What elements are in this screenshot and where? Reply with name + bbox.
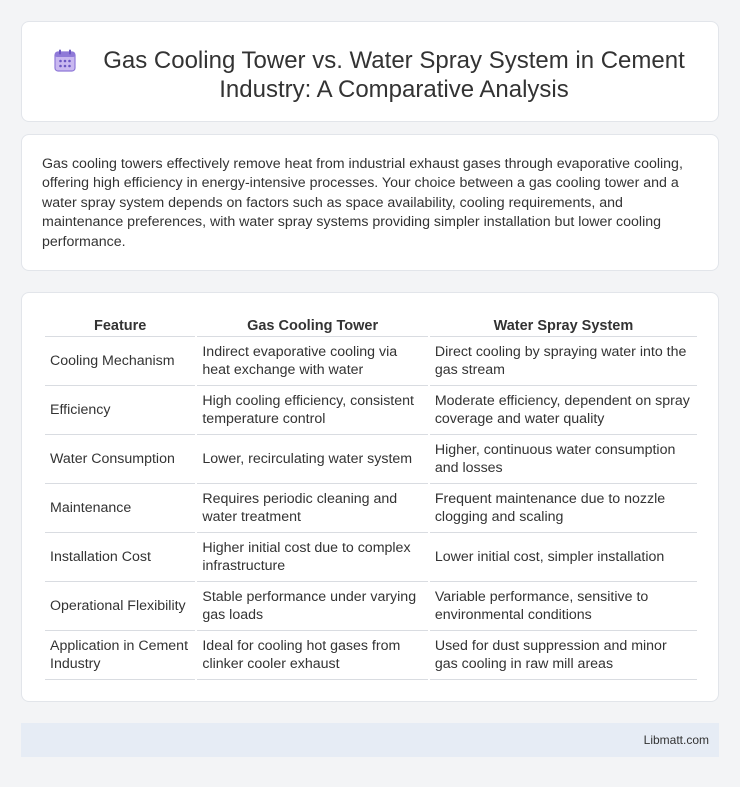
gas-cooling-tower-cell: Ideal for cooling hot gases from clinker cooler exhaust <box>197 631 427 680</box>
gas-cooling-tower-cell: Stable performance under varying gas loads <box>197 582 427 631</box>
table-row <box>45 337 697 386</box>
water-spray-system-cell: Direct cooling by spraying water into the gas stream <box>430 337 697 386</box>
title-card <box>21 21 719 122</box>
table-row <box>45 484 697 533</box>
table-row <box>45 631 697 680</box>
gas-cooling-tower-cell: Requires periodic cleaning and water treatment <box>197 484 427 533</box>
water-spray-system-cell: Used for dust suppression and minor gas cooling in raw mill areas <box>430 631 697 680</box>
feature-cell: Maintenance <box>45 484 195 533</box>
calendar-icon <box>52 48 78 74</box>
feature-cell: Installation Cost <box>45 533 195 582</box>
feature-cell: Water Consumption <box>45 435 195 484</box>
table-row <box>45 386 697 435</box>
feature-cell: Cooling Mechanism <box>45 337 195 386</box>
gas-cooling-tower-cell: Higher initial cost due to complex infrastructure <box>197 533 427 582</box>
header-feature: Feature <box>45 315 195 337</box>
gas-cooling-tower-cell: Lower, recirculating water system <box>197 435 427 484</box>
header-water-spray-system: Water Spray System <box>430 315 697 337</box>
table-row <box>45 435 697 484</box>
page-title: Gas Cooling Tower vs. Water Spray System in Cement Industry: A Comparative Analysis <box>103 47 685 103</box>
water-spray-system-cell: Frequent maintenance due to nozzle clogging and scaling <box>430 484 697 533</box>
intro-card <box>21 134 719 271</box>
water-spray-system-cell: Variable performance, sensitive to environmental conditions <box>430 582 697 631</box>
water-spray-system-cell: Lower initial cost, simpler installation <box>430 533 697 582</box>
title-wrap <box>22 22 718 104</box>
feature-cell: Application in Cement Industry <box>45 631 195 680</box>
footer <box>21 723 719 757</box>
table-card <box>21 292 719 702</box>
table-row <box>45 533 697 582</box>
water-spray-system-cell: Moderate efficiency, dependent on spray coverage and water quality <box>430 386 697 435</box>
comparison-table <box>43 315 699 680</box>
water-spray-system-cell: Higher, continuous water consumption and losses <box>430 435 697 484</box>
gas-cooling-tower-cell: High cooling efficiency, consistent temperature control <box>197 386 427 435</box>
gas-cooling-tower-cell: Indirect evaporative cooling via heat exchange with water <box>197 337 427 386</box>
table-header-row <box>45 315 697 337</box>
feature-cell: Operational Flexibility <box>45 582 195 631</box>
intro-paragraph: Gas cooling towers effectively remove heat from industrial exhaust gases through evaporative cooling, offering high efficiency in energy-intensive processes. Your choice between a gas cooling tower and a water spray system depends on factors such as space availability, cooling requirements, and maintenance preferences, with water spray systems providing simpler installation but lower cooling performance. <box>42 156 683 250</box>
table-row <box>45 582 697 631</box>
header-gas-cooling-tower: Gas Cooling Tower <box>197 315 427 337</box>
footer-brand-link[interactable]: Libmatt.com <box>643 733 709 747</box>
feature-cell: Efficiency <box>45 386 195 435</box>
